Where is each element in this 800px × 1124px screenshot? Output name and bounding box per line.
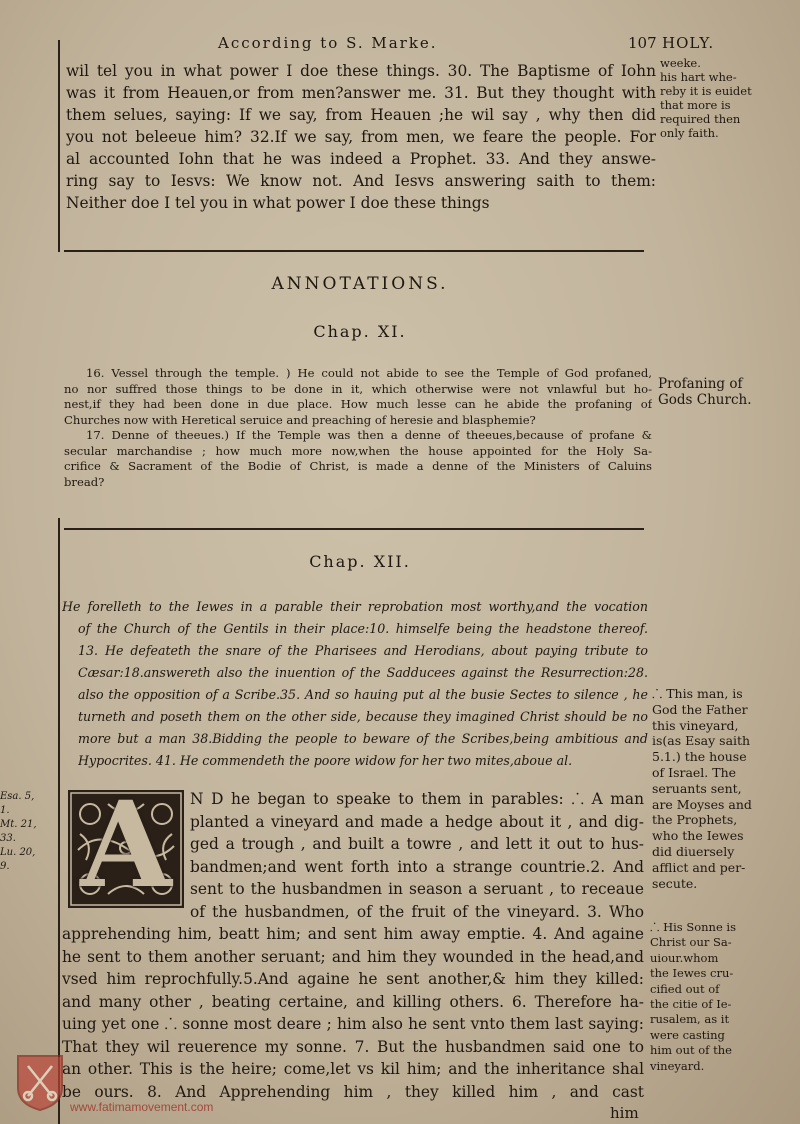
text-line: ring say to Iesvs: We know not. And Iesvs answering saith to them: (66, 172, 656, 190)
text-line: he sent to them another seruant; and him they wounded in the head,and (62, 947, 644, 966)
margin-line: weeke. (660, 56, 701, 70)
drop-cap-initial (68, 775, 184, 914)
text-line: al accounted Iohn that he was indeed a Prophet. 33. And they answe- (66, 150, 656, 168)
text-line: uing yet one ⸫ sonne most deare ; him also he sent vnto them last saying: (62, 1015, 644, 1033)
text-line: sent to the husbandmen in season a seruant , to receaue (190, 880, 644, 898)
argument-line: of the Church of the Gentils in their place:10. himselfe being the headstone thereof. (78, 621, 648, 636)
margin-line: this vineyard, (652, 717, 739, 733)
margin-line: Christ our Sa- (650, 935, 732, 950)
argument-line: also the opposition of a Scribe.35. And so hauing put al the busie Sectes to silence , he (78, 687, 648, 702)
margin-line: did diuersely (652, 843, 735, 859)
argument-line: He forelleth to the Iewes in a parable their reprobation most worthy,and the vocation (62, 599, 648, 614)
chapter-12-title: Chap. XII. (309, 552, 411, 571)
chapter-12-body-indented (190, 788, 644, 923)
margin-line: God the Father (652, 701, 748, 717)
left-rule-bottom (58, 518, 60, 1124)
margin-line: secute. (652, 875, 698, 891)
ref-line: 1. (0, 805, 10, 816)
text-line: vsed him reprochfully.5.And againe he sent another,& him they killed: (62, 970, 644, 988)
ref-line: Lu. 20, (0, 847, 36, 858)
annotation-line: bread? (64, 474, 105, 489)
watermark-url: www.fatimamovement.com (70, 1100, 214, 1114)
annotation-line: no nor suffred those things to be done in it, which otherwise were not vnlawful but ho- (64, 381, 652, 396)
annotations-title: ANNOTATIONS. (271, 274, 449, 294)
chapter-12-body-full (62, 923, 644, 1103)
page-header (0, 34, 800, 56)
left-rule-top (58, 40, 60, 252)
margin-line: him out of the (650, 1043, 732, 1058)
margin-line: required then (660, 112, 741, 126)
ref-line: 9. (0, 861, 10, 872)
margin-line: 5.1.) the house (652, 749, 747, 765)
margin-line: the Prophets, (652, 812, 738, 828)
margin-line: Profaning of (658, 376, 743, 392)
margin-line: were casting (650, 1027, 725, 1042)
drop-cap-letter: A (80, 775, 172, 914)
margin-note-profaning (658, 376, 752, 408)
margin-line: rusalem, as it (650, 1012, 730, 1027)
text-line: bandmen;and went forth into a strange countrie.2. And (190, 857, 644, 876)
margin-line: are Moyses and (652, 796, 752, 812)
margin-line: his hart whe- (660, 70, 737, 84)
margin-line: only faith. (660, 126, 719, 140)
margin-line: uiour.whom (650, 950, 719, 965)
chapter-argument (62, 596, 648, 772)
cross-references (0, 790, 58, 874)
margin-line: the Iewes cru- (650, 966, 734, 981)
text-line: and many other , beating certaine, and killing others. 6. Therefore ha- (62, 992, 644, 1011)
margin-line: cified out of (650, 981, 720, 996)
ref-line: Esa. 5, (0, 791, 35, 802)
text-line: Neither doe I tel you in what power I doe these things (66, 194, 490, 212)
text-line: apprehending him, beatt him; and sent him away emptie. 4. And againe (62, 925, 644, 943)
chapter-11-title: Chap. XI. (313, 322, 407, 341)
text-line: N D he began to speake to them in parables: ⸫ A man (190, 790, 644, 808)
margin-line: is(as Esay saith (652, 733, 751, 749)
margin-line: Gods Church. (658, 392, 752, 408)
margin-line: the citie of Ie- (650, 997, 732, 1012)
text-line: be ours. 8. And Apprehending him , they killed him , and cast (62, 1082, 644, 1101)
argument-line: Hypocrites. 41. He commendeth the poore widow for her two mites,aboue al. (78, 753, 573, 768)
annotation-line: 16. Vessel through the temple. ) He could not abide to see the Temple of God profaned, (86, 366, 652, 380)
margin-line: of Israel. The (652, 764, 737, 780)
page-number: 107 (628, 34, 657, 52)
margin-line: seruants sent, (652, 780, 742, 796)
text-line: wil tel you in what power I doe these things. 30. The Baptisme of Iohn (66, 62, 656, 80)
text-line: of the husbandmen, of the fruit of the vineyard. 3. Who (190, 902, 644, 921)
annotation-line: nest,if they had been done in due place. How much lesse can he abide the profaning of (64, 397, 652, 411)
argument-line: turneth and poseth them on the other side, because they imagined Christ should be no (78, 709, 648, 724)
margin-line: vineyard. (650, 1058, 705, 1073)
separator-rule-1 (64, 250, 644, 252)
annotation-line: Churches now with Heretical seruice and preaching of heresie and blasphemie? (64, 412, 536, 427)
margin-line: that more is (660, 98, 731, 112)
ref-line: Mt. 21, (0, 819, 37, 830)
margin-line: reby it is euidet (660, 84, 752, 98)
argument-line: 13. He defeateth the snare of the Pharisees and Herodians, about paying tribute to (78, 643, 648, 658)
annotations-text (64, 366, 652, 490)
ref-line: 33. (0, 833, 16, 844)
text-line: them selues, saying: If we say, from Heauen ;he wil say , why then did (66, 106, 656, 124)
catchword-bottom: him (610, 1104, 639, 1122)
text-line: an other. This is the heire; come,let vs kil him; and the inheritance shal (62, 1060, 644, 1078)
text-line: you not beleeue him? 32.If we say, from men, we feare the people. For (66, 128, 656, 146)
papal-keys-logo-icon (14, 1052, 66, 1112)
margin-note-faith (660, 56, 752, 140)
text-line: That they wil reuerence my sonne. 7. But the husbandmen said one to (62, 1037, 644, 1056)
top-text-block (66, 60, 656, 214)
text-line: planted a vineyard and made a hedge about it , and dig- (190, 812, 644, 831)
margin-line: ⸫ His Sonne is (650, 920, 737, 934)
text-line: ged a trough , and built a towre , and lett it out to hus- (190, 835, 644, 853)
annotation-line: 17. Denne of theeues.) If the Temple was then a denne of theeues,because of profane & (86, 428, 652, 442)
running-head: According to S. Marke. (218, 34, 438, 52)
margin-line: afflict and per- (652, 859, 746, 875)
margin-note-vineyard (652, 686, 752, 891)
catchword-top: HOLY. (662, 34, 715, 52)
text-line: was it from Heauen,or from men?answer me. 31. But they thought with (66, 84, 656, 102)
annotation-line: secular marchandise ; how much more now,when the house appointed for the Holy Sa- (64, 443, 652, 458)
margin-note-sonne (650, 920, 736, 1074)
margin-line: who the Iewes (652, 828, 744, 844)
margin-line: ⸫ This man, is (652, 686, 743, 701)
argument-line: Cæsar:18.answereth also the inuention of the Sadducees against the Resurrection:28. (78, 665, 648, 680)
annotation-line: crifice & Sacrament of the Bodie of Christ, is made a denne of the Ministers of Caluins (64, 459, 652, 473)
argument-line: more but a man 38.Bidding the people to beware of the Scribes,being ambitious and (78, 731, 648, 746)
separator-rule-2 (64, 528, 644, 530)
